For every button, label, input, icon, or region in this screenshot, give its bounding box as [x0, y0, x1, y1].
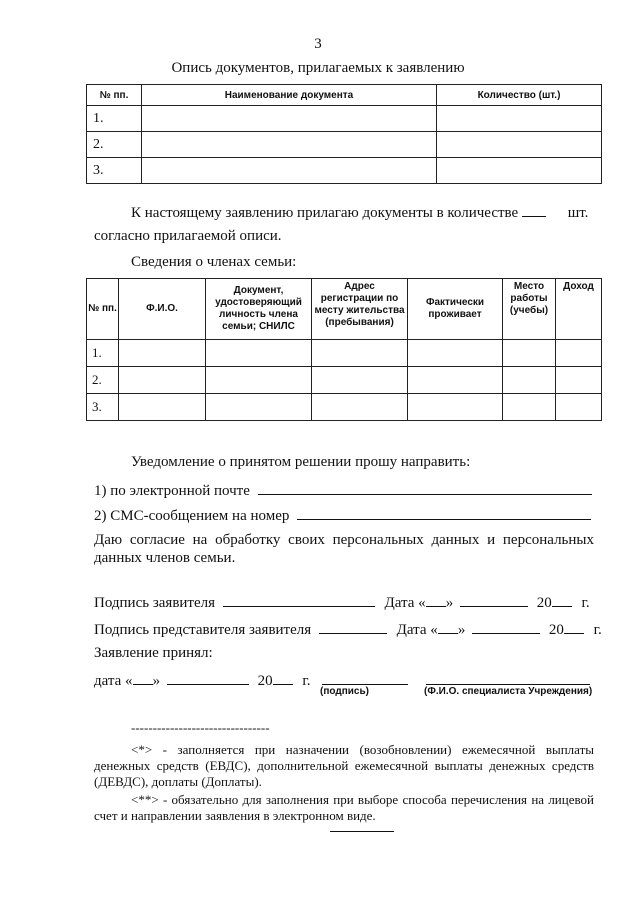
- consent-text: Даю согласие на обработку своих персональных данных и персональных данных членов семьи.: [94, 532, 594, 566]
- applicant-label: Подпись заявителя: [94, 595, 216, 611]
- email-label: 1) по электронной почте: [94, 483, 250, 499]
- table-row: [87, 394, 602, 421]
- phone-field[interactable]: [297, 505, 591, 520]
- row-number: 1.: [87, 340, 119, 367]
- footnote-divider: --------------------------------: [131, 720, 270, 735]
- attach-unit: шт.: [567, 205, 589, 221]
- document-count-field[interactable]: [522, 202, 546, 217]
- document-name-cell[interactable]: [142, 132, 437, 158]
- year-prefix: 20: [548, 622, 564, 638]
- document-name-cell[interactable]: [142, 106, 437, 132]
- family-title: Сведения о членах семьи:: [131, 254, 297, 270]
- month-field[interactable]: [472, 619, 540, 634]
- end-rule: [330, 831, 394, 832]
- row-number: 2.: [87, 132, 142, 158]
- signature-caption: (подпись): [320, 686, 369, 697]
- row-number: 2.: [87, 367, 119, 394]
- day-field[interactable]: [426, 592, 446, 607]
- address-cell[interactable]: [312, 340, 408, 367]
- year-prefix: 20: [257, 673, 273, 689]
- year-suffix: г.: [581, 595, 590, 611]
- col-fio: Ф.И.О.: [119, 279, 206, 340]
- id-cell[interactable]: [206, 367, 312, 394]
- fio-cell[interactable]: [119, 340, 206, 367]
- table-header-row: [87, 85, 602, 106]
- fio-cell[interactable]: [119, 367, 206, 394]
- representative-signature-field[interactable]: [319, 619, 387, 634]
- inventory-table: [86, 84, 602, 184]
- workplace-cell[interactable]: [503, 340, 556, 367]
- year-field[interactable]: [552, 592, 572, 607]
- col-quantity: Количество (шт.): [437, 85, 602, 106]
- col-address: Адрес регистрации по месту жительства (пребывания): [312, 279, 408, 340]
- row-number: 1.: [87, 106, 142, 132]
- col-number: № пп.: [87, 279, 119, 340]
- specialist-signature-field[interactable]: [322, 670, 408, 685]
- sms-line: [94, 505, 594, 525]
- year-field[interactable]: [273, 670, 293, 685]
- address-cell[interactable]: [312, 394, 408, 421]
- id-cell[interactable]: [206, 394, 312, 421]
- table-row: [87, 340, 602, 367]
- income-cell[interactable]: [556, 340, 602, 367]
- year-prefix: 20: [536, 595, 552, 611]
- col-document-name: Наименование документа: [142, 85, 437, 106]
- residence-cell[interactable]: [408, 394, 503, 421]
- table-row: [87, 158, 602, 184]
- specialist-name-field[interactable]: [426, 670, 590, 685]
- quantity-cell[interactable]: [437, 158, 602, 184]
- address-cell[interactable]: [312, 367, 408, 394]
- table-row: [87, 132, 602, 158]
- day-field[interactable]: [133, 670, 153, 685]
- year-suffix: г.: [593, 622, 602, 638]
- year-suffix: г.: [302, 673, 311, 689]
- representative-signature-line: [94, 619, 614, 639]
- sms-label: 2) СМС-сообщением на номер: [94, 508, 290, 524]
- col-actual-residence: Фактически проживает: [408, 279, 503, 340]
- accepted-label: Заявление принял:: [94, 645, 213, 661]
- residence-cell[interactable]: [408, 340, 503, 367]
- col-income: Доход: [556, 279, 602, 340]
- table-row: [87, 367, 602, 394]
- income-cell[interactable]: [556, 367, 602, 394]
- notify-title: Уведомление о принятом решении прошу направить:: [131, 454, 471, 470]
- date-quote: »: [445, 595, 454, 611]
- fio-cell[interactable]: [119, 394, 206, 421]
- day-field[interactable]: [438, 619, 458, 634]
- representative-label: Подпись представителя заявителя: [94, 622, 312, 638]
- row-number: 3.: [87, 158, 142, 184]
- date-label: Дата «: [384, 595, 426, 611]
- email-field[interactable]: [258, 480, 592, 495]
- id-cell[interactable]: [206, 340, 312, 367]
- family-table: [86, 278, 602, 421]
- date-quote: »: [152, 673, 161, 689]
- specialist-caption: (Ф.И.О. специалиста Учреждения): [424, 686, 593, 697]
- income-cell[interactable]: [556, 394, 602, 421]
- col-number: № пп.: [87, 85, 142, 106]
- inventory-title: Опись документов, прилагаемых к заявлению: [171, 60, 465, 76]
- date-quote: »: [457, 622, 466, 638]
- month-field[interactable]: [460, 592, 528, 607]
- table-header-row: [87, 279, 602, 340]
- applicant-signature-field[interactable]: [223, 592, 375, 607]
- col-id-document: Документ, удостоверяющий личность члена семьи; СНИЛС: [206, 279, 312, 340]
- residence-cell[interactable]: [408, 367, 503, 394]
- col-workplace: Место работы (учебы): [503, 279, 556, 340]
- workplace-cell[interactable]: [503, 367, 556, 394]
- attach-line-2: согласно прилагаемой описи.: [94, 228, 282, 244]
- applicant-signature-line: [94, 592, 614, 612]
- quantity-cell[interactable]: [437, 106, 602, 132]
- quantity-cell[interactable]: [437, 132, 602, 158]
- year-field[interactable]: [564, 619, 584, 634]
- footnote-2: <**> - обязательно для заполнения при выборе способа перечисления на лицевой счет и направлении заявления в электронном виде.: [94, 792, 594, 823]
- date-label: Дата «: [396, 622, 438, 638]
- workplace-cell[interactable]: [503, 394, 556, 421]
- attach-text: К настоящему заявлению прилагаю документы в количестве: [131, 205, 519, 221]
- month-field[interactable]: [167, 670, 249, 685]
- attach-line: [131, 202, 606, 222]
- email-line: [94, 480, 594, 500]
- row-number: 3.: [87, 394, 119, 421]
- footnote-1: <*> - заполняется при назначении (возобновлении) ежемесячной выплаты денежных средств (ЕВДС), дополнительной ежемесячной выплаты денежных средств (ДЕВДС), доплаты (Доплаты).: [94, 742, 594, 789]
- document-name-cell[interactable]: [142, 158, 437, 184]
- page-number: 3: [314, 36, 322, 52]
- date-lower-label: дата «: [94, 673, 133, 689]
- table-row: [87, 106, 602, 132]
